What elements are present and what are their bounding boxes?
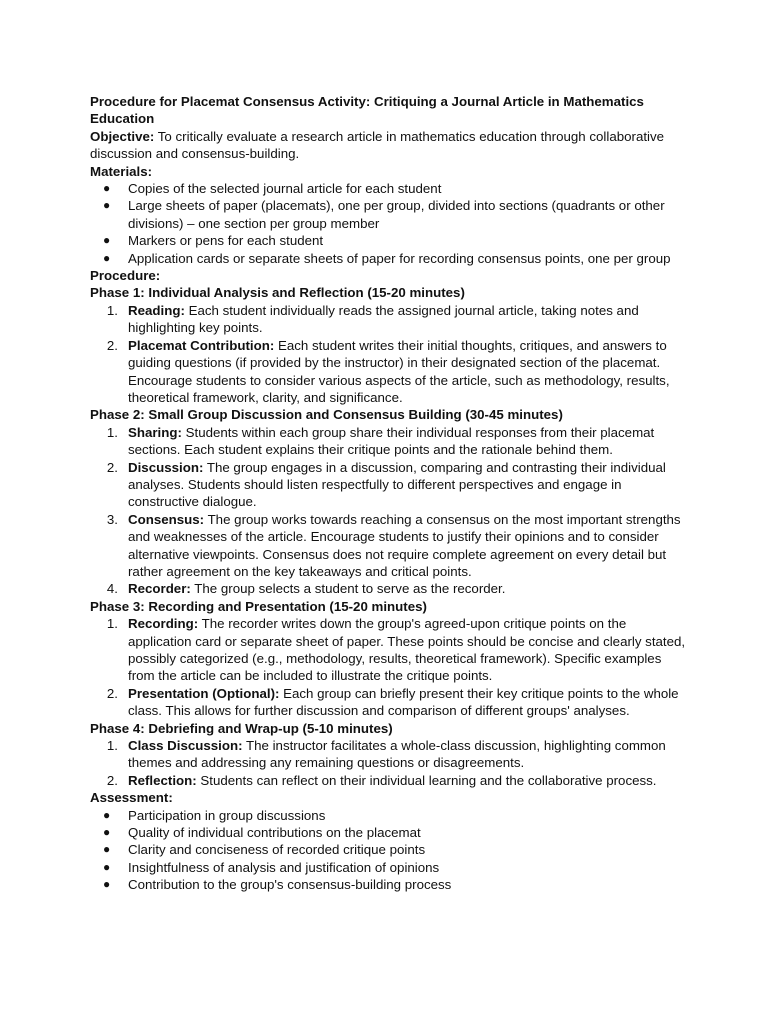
step-label: Class Discussion:: [128, 738, 243, 754]
step-label: Recording:: [128, 616, 199, 632]
bullet-icon: ●: [103, 859, 111, 874]
list-item-text: Quality of individual contributions on the placemat: [128, 825, 421, 841]
bullet-icon: ●: [103, 877, 111, 892]
step-text: Each student writes their initial thoughts, critiques, and answers to guiding questions (if provided by the instructor) in their designated section of the placemat. Encourage students to consider various aspects of the article, such as methodology, results, theoretical framework, clarity, and significance.: [128, 337, 670, 405]
step-number: 2.: [106, 772, 118, 788]
step-label: Recorder:: [128, 581, 191, 597]
phase-1-heading: Phase 1: Individual Analysis and Reflection (15-20 minutes): [90, 285, 465, 301]
step-number: 2.: [106, 685, 118, 701]
objective-paragraph: [90, 128, 690, 163]
list-item-text: Insightfulness of analysis and justification of opinions: [128, 859, 440, 875]
bullet-icon: ●: [103, 807, 111, 822]
document-title: Procedure for Placemat Consensus Activity: Critiquing a Journal Article in Mathematics Education: [90, 94, 644, 127]
step-item: [90, 615, 690, 685]
step-text: Each student individually reads the assigned journal article, taking notes and highlighting key points.: [128, 302, 639, 336]
objective-label: Objective:: [90, 128, 155, 144]
step-number: 2.: [106, 337, 118, 353]
step-number: 4.: [106, 581, 118, 597]
step-item: [90, 302, 690, 337]
document-page: [90, 93, 690, 894]
step-label: Placemat Contribution:: [128, 337, 275, 353]
phase-2-steps: [90, 424, 690, 598]
step-number: 2.: [106, 459, 118, 475]
list-item: [90, 180, 690, 197]
step-number: 3.: [106, 511, 118, 527]
step-item: [90, 685, 690, 720]
list-item-text: Application cards or separate sheets of paper for recording consensus points, one per group: [128, 250, 671, 266]
bullet-icon: ●: [103, 250, 111, 265]
step-item: [90, 424, 690, 459]
step-label: Discussion:: [128, 459, 204, 475]
step-item: [90, 511, 690, 581]
list-item: [90, 876, 690, 893]
step-number: 1.: [106, 424, 118, 440]
list-item: [90, 250, 690, 267]
bullet-icon: ●: [103, 181, 111, 196]
step-item: [90, 459, 690, 511]
phase-1-steps: [90, 302, 690, 406]
list-item-text: Clarity and conciseness of recorded critique points: [128, 842, 426, 858]
objective-text: To critically evaluate a research article in mathematics education through collaborative discussion and consensus-building.: [90, 128, 665, 162]
list-item: [90, 824, 690, 841]
phase-3-steps: [90, 615, 690, 719]
list-item-text: Contribution to the group's consensus-building process: [128, 877, 452, 893]
bullet-icon: ●: [103, 233, 111, 248]
step-item: [90, 737, 690, 772]
step-label: Consensus:: [128, 511, 205, 527]
assessment-list: [90, 807, 690, 894]
step-text: Students can reflect on their individual learning and the collaborative process.: [196, 772, 657, 788]
procedure-heading: Procedure:: [90, 268, 161, 284]
bullet-icon: ●: [103, 825, 111, 840]
list-item: [90, 841, 690, 858]
phase-4-steps: [90, 737, 690, 789]
step-label: Reading:: [128, 302, 185, 318]
step-number: 1.: [106, 302, 118, 318]
list-item: [90, 859, 690, 876]
list-item-text: Large sheets of paper (placemats), one per group, divided into sections (quadrants or other divisions) – one section per group member: [128, 198, 665, 231]
step-text: Each group can briefly present their key critique points to the whole class. This allows for further discussion and comparison of different groups' analyses.: [128, 685, 679, 719]
list-item: [90, 232, 690, 249]
bullet-icon: ●: [103, 198, 111, 213]
assessment-heading: Assessment:: [90, 790, 173, 806]
step-label: Sharing:: [128, 424, 182, 440]
phase-4-heading: Phase 4: Debriefing and Wrap-up (5-10 minutes): [90, 720, 393, 736]
bullet-icon: ●: [103, 842, 111, 857]
step-label: Presentation (Optional):: [128, 685, 280, 701]
materials-list: [90, 180, 690, 267]
list-item-text: Copies of the selected journal article for each student: [128, 181, 442, 197]
step-text: The group engages in a discussion, comparing and contrasting their individual analyses. Students should listen respectfully to different perspectives and engage in constructive dialogue.: [128, 459, 666, 510]
step-item: [90, 580, 690, 597]
list-item: [90, 807, 690, 824]
step-number: 1.: [106, 616, 118, 632]
step-label: Reflection:: [128, 772, 197, 788]
list-item: [90, 197, 690, 232]
list-item-text: Participation in group discussions: [128, 807, 326, 823]
step-number: 1.: [106, 738, 118, 754]
step-item: [90, 772, 690, 789]
step-text: The recorder writes down the group's agreed-upon critique points on the application card or separate sheet of paper. These points should be concise and clearly stated, possibly categorized (e.g., methodology, results, theoretical framework). Specific examples from the article can be included to illustrate the critique points.: [128, 616, 686, 684]
step-text: The instructor facilitates a whole-class discussion, highlighting common themes and addressing any remaining questions or disagreements.: [128, 738, 666, 771]
materials-heading: Materials:: [90, 163, 153, 179]
phase-3-heading: Phase 3: Recording and Presentation (15-20 minutes): [90, 598, 427, 614]
phase-2-heading: Phase 2: Small Group Discussion and Consensus Building (30-45 minutes): [90, 407, 563, 423]
list-item-text: Markers or pens for each student: [128, 233, 324, 249]
step-text: Students within each group share their individual responses from their placemat sections. Each student explains their critique points and the rationale behind them.: [128, 424, 655, 458]
step-item: [90, 337, 690, 407]
step-text: The group selects a student to serve as the recorder.: [190, 581, 506, 597]
step-text: The group works towards reaching a consensus on the most important strengths and weaknesses of the article. Encourage students to justify their opinions and to consider alternative viewpoints. Consensus does not require complete agreement on every detail but rather agreement on the key takeaways and critical points.: [128, 511, 681, 579]
